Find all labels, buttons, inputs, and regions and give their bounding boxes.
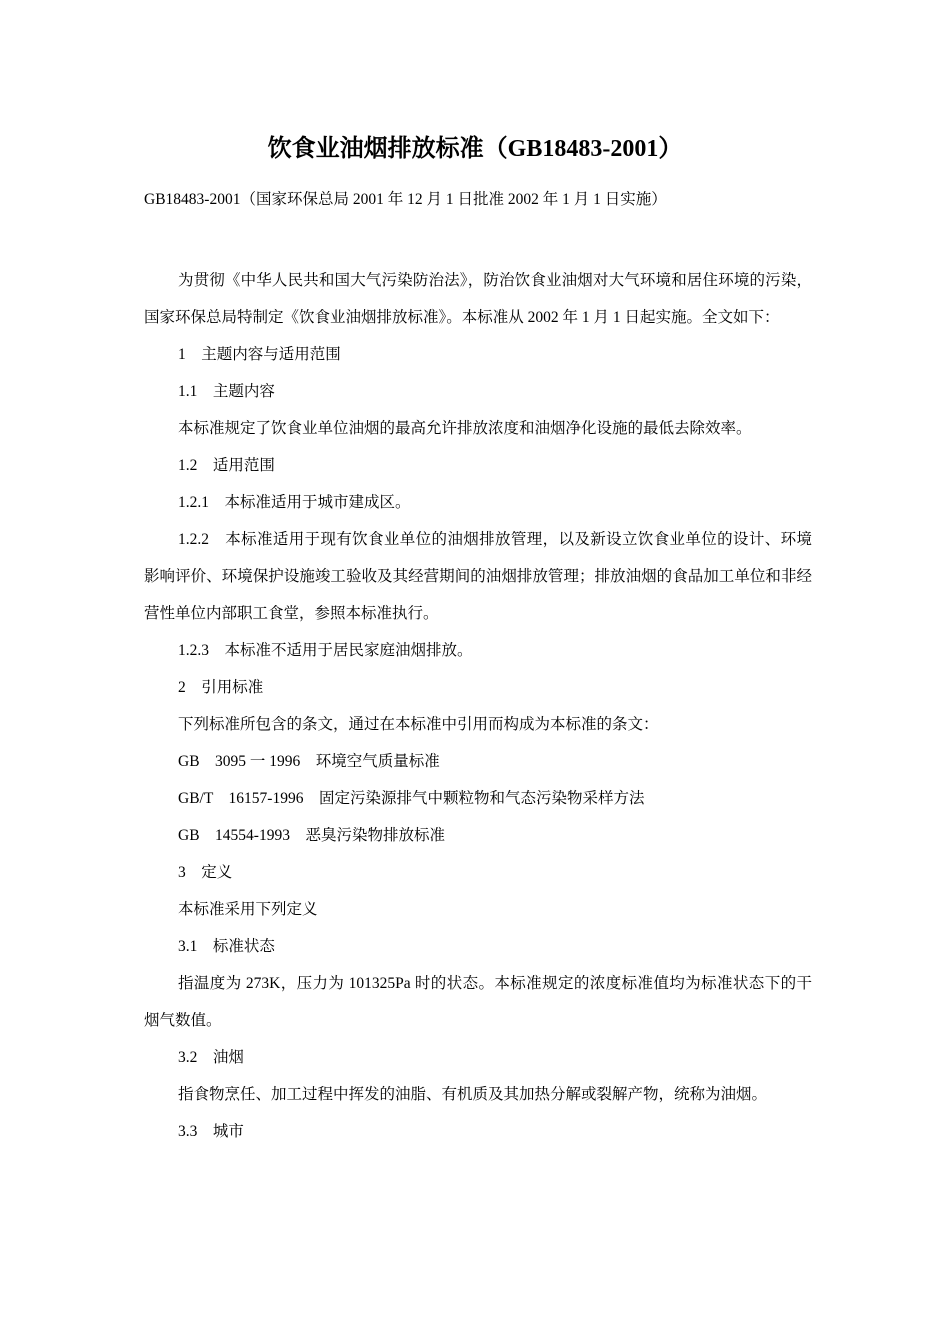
document-body [144,262,812,1150]
section-heading-3-2: 3.2 油烟 [178,1049,244,1066]
paragraph-1-1: 本标准规定了饮食业单位油烟的最高允许排放浓度和油烟净化设施的最低去除效率。 [178,420,752,437]
paragraph-2: 下列标准所包含的条文，通过在本标准中引用而构成为本标准的条文： [178,716,659,733]
paragraph-3: 本标准采用下列定义 [178,901,318,918]
document-subtitle: GB18483-2001（国家环保总局 2001 年 12 月 1 日批准 2002 年 1 月 1 日实施） [144,191,667,208]
reference-standard: GB/T 16157-1996 固定污染源排气中颗粒物和气态污染物采样方法 [178,790,645,807]
clause-1-2-2: 1.2.2 本标准适用于现有饮食业单位的油烟排放管理，以及新设立饮食业单位的设计、环境影响评价、环境保护设施竣工验收及其经营期间的油烟排放管理；排放油烟的食品加工单位和非经营性单位内部职工食堂，参照本标准执行。 [144,531,812,622]
document-title: 饮食业油烟排放标准（GB18483-2001） [267,136,683,162]
paragraph-3-1: 指温度为 273K，压力为 101325Pa 时的状态。本标准规定的浓度标准值均为标准状态下的干烟气数值。 [144,975,812,1029]
section-heading-3-1: 3.1 标准状态 [178,938,275,955]
clause-1-2-1: 1.2.1 本标准适用于城市建成区。 [178,494,411,511]
reference-standard: GB 3095 一 1996 环境空气质量标准 [178,753,440,770]
clause-1-2-3: 1.2.3 本标准不适用于居民家庭油烟排放。 [178,642,473,659]
section-heading-3: 3 定义 [178,864,233,881]
section-heading-2: 2 引用标准 [178,679,264,696]
reference-standard: GB 14554-1993 恶臭污染物排放标准 [178,827,445,844]
section-heading-1-1: 1.1 主题内容 [178,383,275,400]
section-heading-3-3: 3.3 城市 [178,1123,244,1140]
section-heading-1: 1 主题内容与适用范围 [178,346,341,363]
paragraph-intro: 为贯彻《中华人民共和国大气污染防治法》，防治饮食业油烟对大气环境和居住环境的污染，国家环保总局特制定《饮食业油烟排放标准》。本标准从 2002 年 1 月 1 日起实施。全文如下： [144,272,812,326]
section-heading-1-2: 1.2 适用范围 [178,457,275,474]
paragraph-3-2: 指食物烹任、加工过程中挥发的油脂、有机质及其加热分解或裂解产物，统称为油烟。 [178,1086,768,1103]
